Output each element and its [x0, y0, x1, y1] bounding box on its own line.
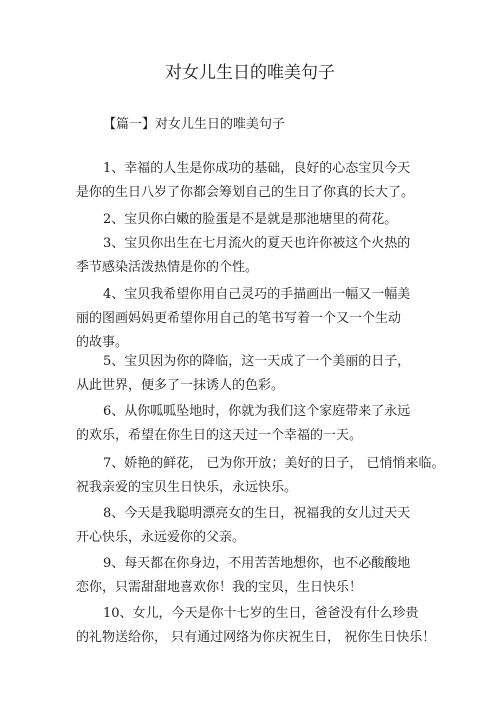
paragraph-line: 8、今天是我聪明漂亮女的生日，祝福我的女儿过天天 [103, 506, 411, 521]
paragraph-line: 7、娇艳的鲜花， 已为你开放；美好的日子， 已悄悄来临。 [103, 456, 445, 471]
paragraph-line: 3、宝贝你出生在七月流火的夏天也许你被这个火热的 [103, 236, 411, 251]
paragraph-line: 2、宝贝你白嫩的脸蛋是不是就是那池塘里的荷花。 [103, 212, 398, 227]
paragraph-line: 的欢乐，希望在你生日的这天过一个幸福的一天。 [76, 428, 363, 443]
paragraph-line: 恋你，只需甜甜地喜欢你！我的宝贝，生日快乐！ [76, 580, 363, 595]
paragraph-line: 的礼物送给你， 只有通过网络为你庆祝生日， 祝你生日快乐！ [76, 630, 436, 645]
paragraph-line: 祝我亲爱的宝贝生日快乐，永远快乐。 [76, 480, 298, 495]
page-title: 对女儿生日的唯美句子 [165, 63, 335, 83]
paragraph-line: 丽的图画妈妈更希望你用自己的笔书写着一个又一个生动 [76, 311, 402, 326]
paragraph-line: 从此世界，便多了一抹诱人的色彩。 [76, 378, 285, 393]
paragraph-line: 1、幸福的人生是你成功的基础，良好的心态宝贝今天 [103, 161, 411, 176]
paragraph-line: 9、每天都在你身边，不用苦苦地想你，也不必酸酸地 [103, 556, 411, 571]
paragraph-line: 季节感染活泼热情是你的个性。 [76, 260, 259, 275]
paragraph-line: 5、宝贝因为你的降临，这一天成了一个美丽的日子， [103, 354, 411, 369]
section-heading: 【篇一】对女儿生日的唯美句子 [103, 117, 286, 132]
paragraph-line: 的故事。 [76, 335, 129, 350]
paragraph-line: 10、女儿，今天是你十七岁的生日，爸爸没有什么珍贵 [103, 606, 419, 621]
paragraph-line: 是你的生日八岁了你都会筹划自己的生日了你真的长大了。 [76, 185, 415, 200]
paragraph-line: 开心快乐，永远爱你的父亲。 [76, 530, 246, 545]
paragraph-line: 4、宝贝我希望你用自己灵巧的手描画出一幅又一幅美 [103, 287, 411, 302]
paragraph-line: 6、从你呱呱坠地时，你就为我们这个家庭带来了永远 [103, 404, 411, 419]
